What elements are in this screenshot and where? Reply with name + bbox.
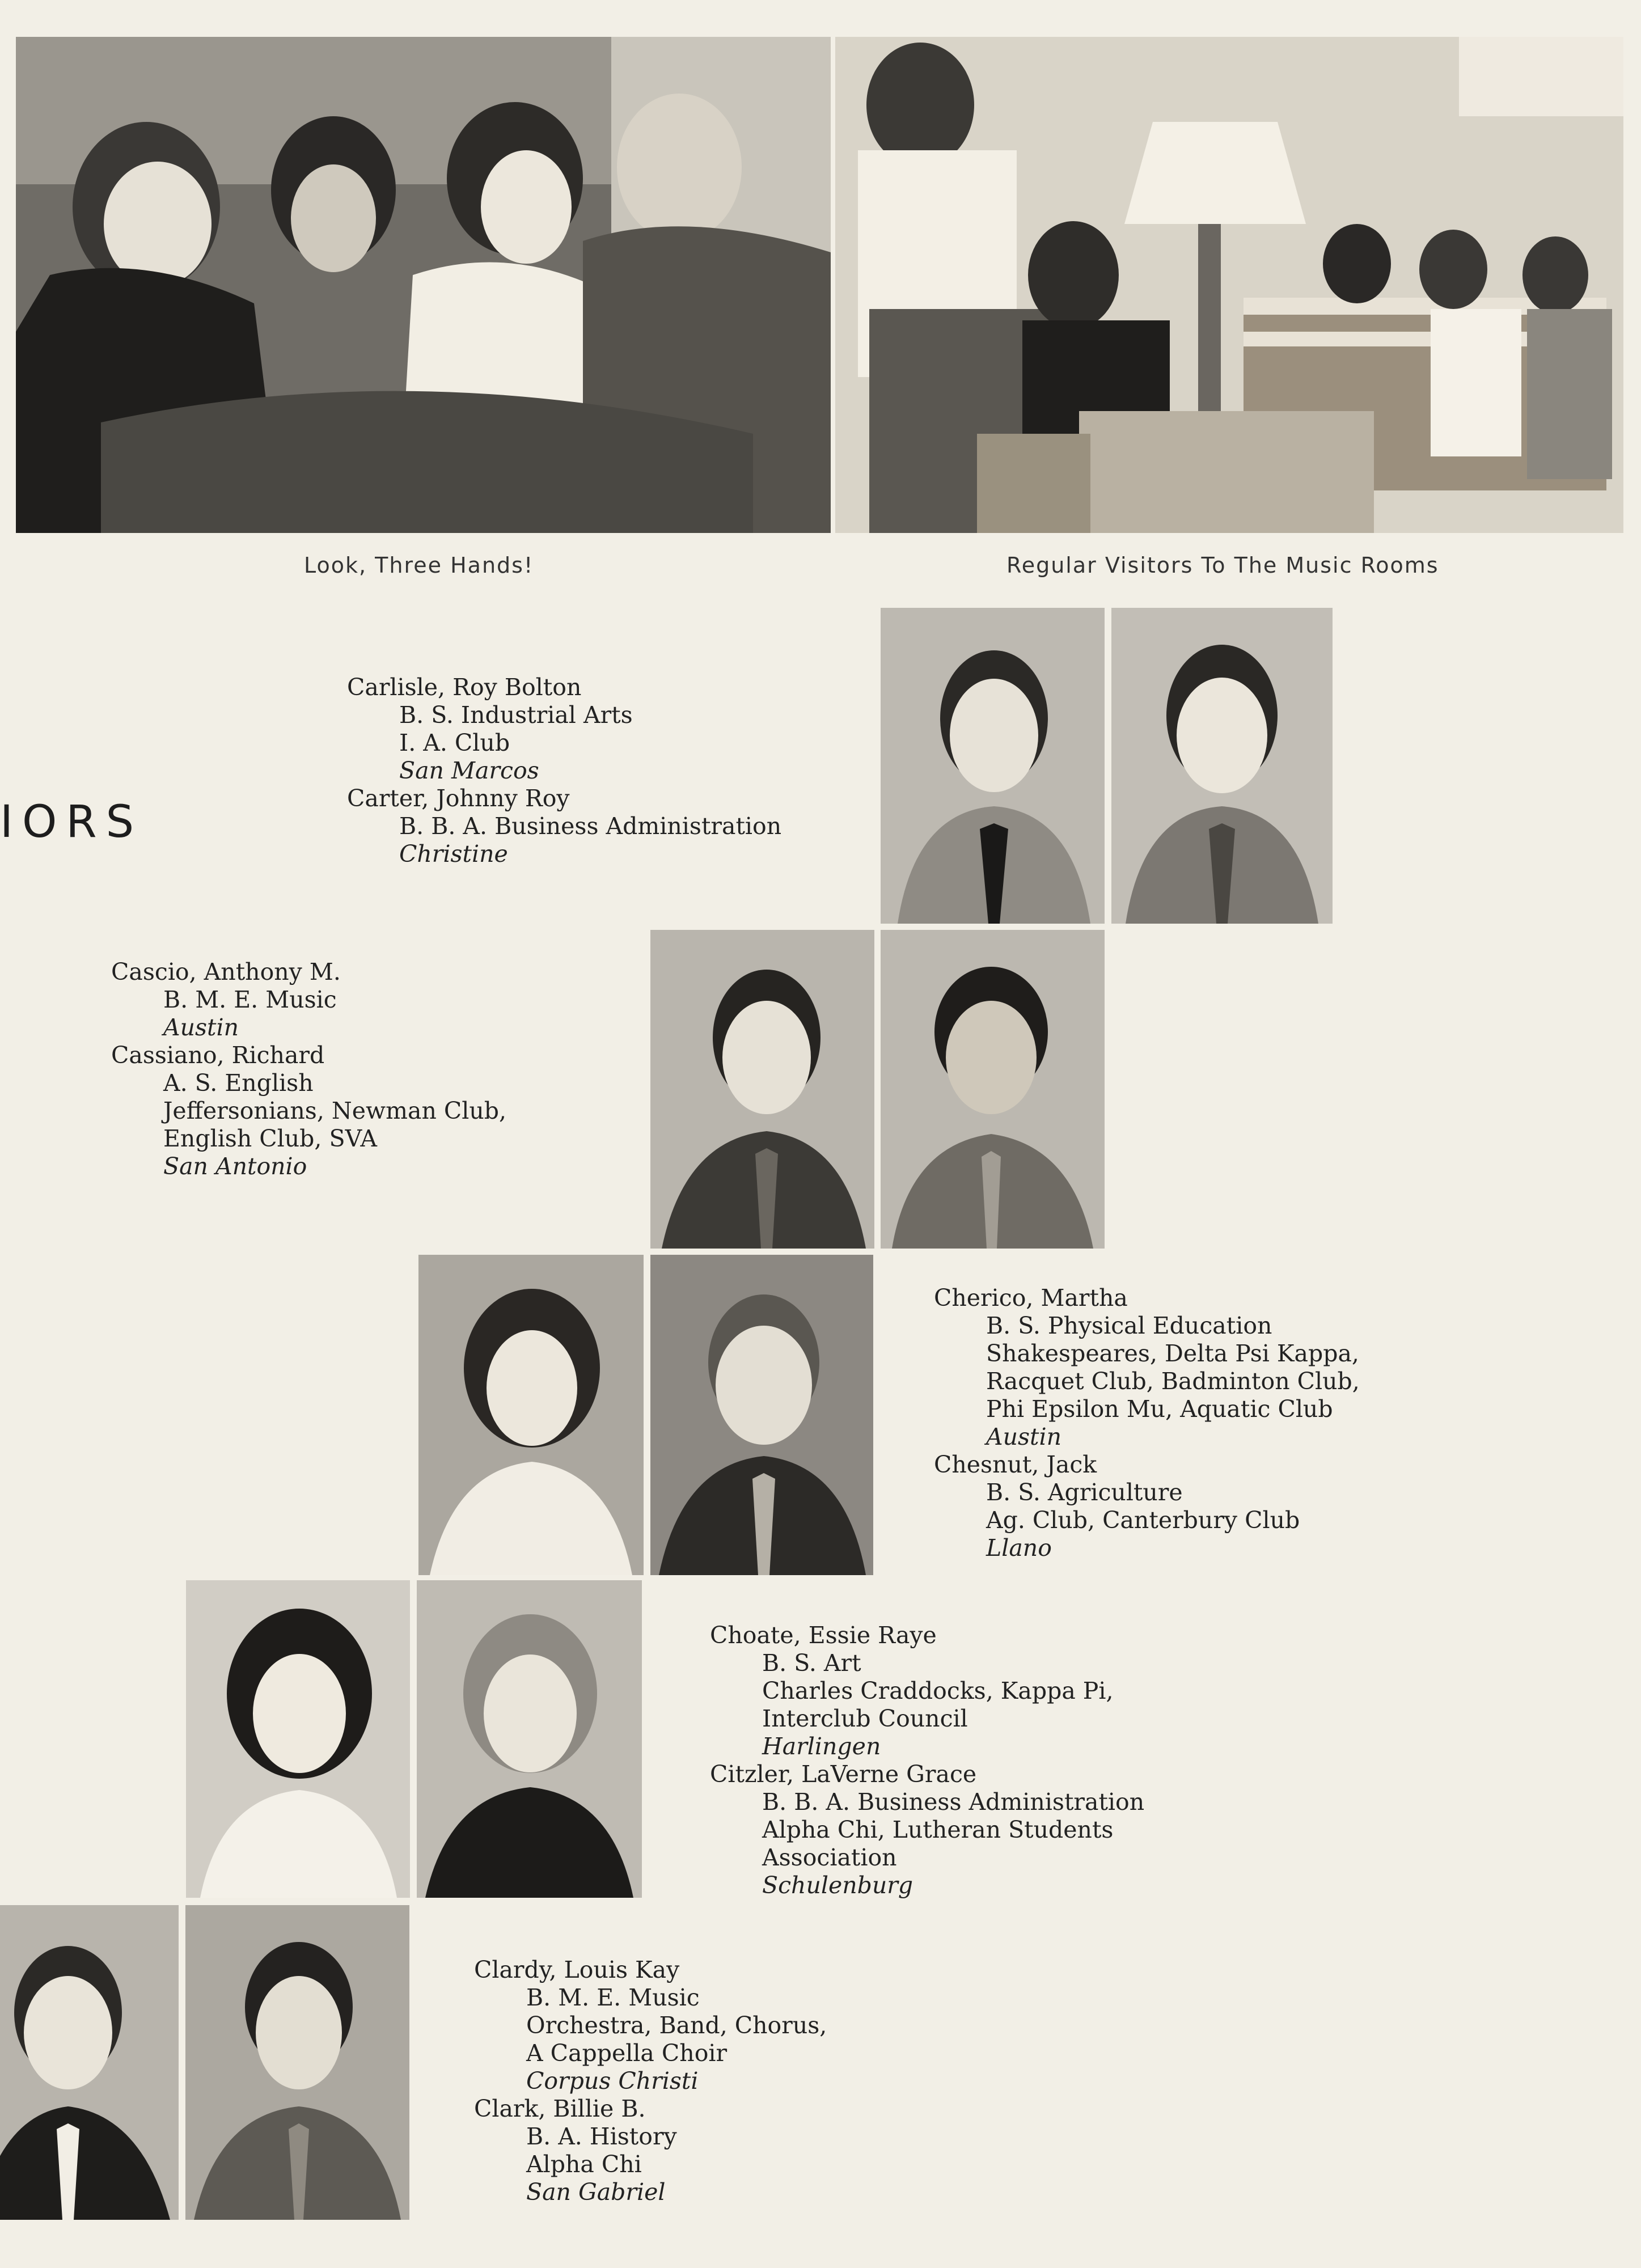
- student-hometown: Schulenburg: [762, 1872, 913, 1899]
- portrait-carlisle: [881, 608, 1105, 924]
- student-name: Cassiano, Richard: [111, 1042, 325, 1069]
- entry-group-clardy-clark: [474, 1956, 827, 2206]
- student-hometown: Harlingen: [762, 1733, 881, 1760]
- student-hometown: San Antonio: [163, 1153, 307, 1180]
- portrait-cassiano: [881, 930, 1105, 1249]
- portrait-choate: [186, 1580, 410, 1898]
- candid-caption-three-hands: Look, Three Hands!: [304, 553, 534, 578]
- student-activities: Phi Epsilon Mu, Aquatic Club: [986, 1395, 1333, 1423]
- portrait-citzler: [417, 1580, 642, 1898]
- student-hometown: Austin: [163, 1014, 239, 1041]
- portrait-cherico: [418, 1255, 644, 1575]
- student-activities: Interclub Council: [762, 1705, 968, 1732]
- portrait-cascio: [650, 930, 874, 1249]
- student-name: Choate, Essie Raye: [710, 1622, 937, 1649]
- student-name: Cherico, Martha: [934, 1284, 1128, 1311]
- entry-group-carlisle-carter: [347, 674, 781, 868]
- student-name: Chesnut, Jack: [934, 1451, 1097, 1478]
- student-hometown: San Gabriel: [526, 2178, 666, 2206]
- student-hometown: Corpus Christi: [526, 2067, 699, 2094]
- student-activities: Association: [762, 1844, 897, 1871]
- entry-group-cascio-cassiano: [111, 958, 506, 1180]
- student-activities: Ag. Club, Canterbury Club: [986, 1507, 1300, 1534]
- student-name: Clark, Billie B.: [474, 2095, 646, 2122]
- student-degree: A. S. English: [163, 1069, 314, 1097]
- student-name: Carter, Johnny Roy: [347, 785, 570, 812]
- student-hometown: Christine: [399, 840, 508, 868]
- student-degree: B. B. A. Business Administration: [399, 813, 782, 840]
- entry-group-cherico-chesnut: [934, 1284, 1360, 1562]
- student-name: Carlisle, Roy Bolton: [347, 674, 582, 701]
- student-activities: I. A. Club: [399, 729, 510, 756]
- candid-photo-music-rooms: [835, 37, 1623, 533]
- student-activities: A Cappella Choir: [526, 2039, 728, 2067]
- student-hometown: San Marcos: [399, 757, 539, 784]
- student-degree: B. A. History: [526, 2123, 677, 2150]
- student-hometown: Austin: [986, 1423, 1062, 1450]
- student-activities: Alpha Chi: [526, 2151, 642, 2178]
- student-degree: B. S. Agriculture: [986, 1479, 1183, 1506]
- student-activities: Charles Craddocks, Kappa Pi,: [762, 1677, 1114, 1704]
- student-activities: English Club, SVA: [163, 1125, 378, 1152]
- student-degree: B. M. E. Music: [526, 1984, 700, 2011]
- student-activities: Alpha Chi, Lutheran Students: [762, 1816, 1114, 1843]
- portrait-clark: [185, 1905, 409, 2220]
- entry-group-choate-citzler: [710, 1622, 1144, 1899]
- student-degree: B. S. Industrial Arts: [399, 701, 633, 729]
- student-activities: Shakespeares, Delta Psi Kappa,: [986, 1340, 1359, 1367]
- student-hometown: Llano: [986, 1534, 1052, 1562]
- student-name: Clardy, Louis Kay: [474, 1956, 680, 1983]
- section-heading: IORS: [0, 797, 143, 848]
- student-degree: B. B. A. Business Administration: [762, 1788, 1145, 1816]
- student-degree: B. S. Physical Education: [986, 1312, 1272, 1339]
- portrait-carter: [1111, 608, 1333, 924]
- student-activities: Jeffersonians, Newman Club,: [163, 1097, 507, 1124]
- student-degree: B. M. E. Music: [163, 986, 337, 1013]
- student-name: Cascio, Anthony M.: [111, 958, 341, 985]
- portrait-chesnut: [650, 1255, 873, 1575]
- candid-photo-three-hands: [16, 37, 831, 533]
- portrait-clardy: [0, 1905, 179, 2220]
- student-activities: Racquet Club, Badminton Club,: [986, 1368, 1360, 1395]
- student-activities: Orchestra, Band, Chorus,: [526, 2012, 827, 2039]
- candid-caption-music-rooms: Regular Visitors To The Music Rooms: [1006, 553, 1439, 578]
- student-degree: B. S. Art: [762, 1649, 861, 1677]
- student-name: Citzler, LaVerne Grace: [710, 1761, 977, 1788]
